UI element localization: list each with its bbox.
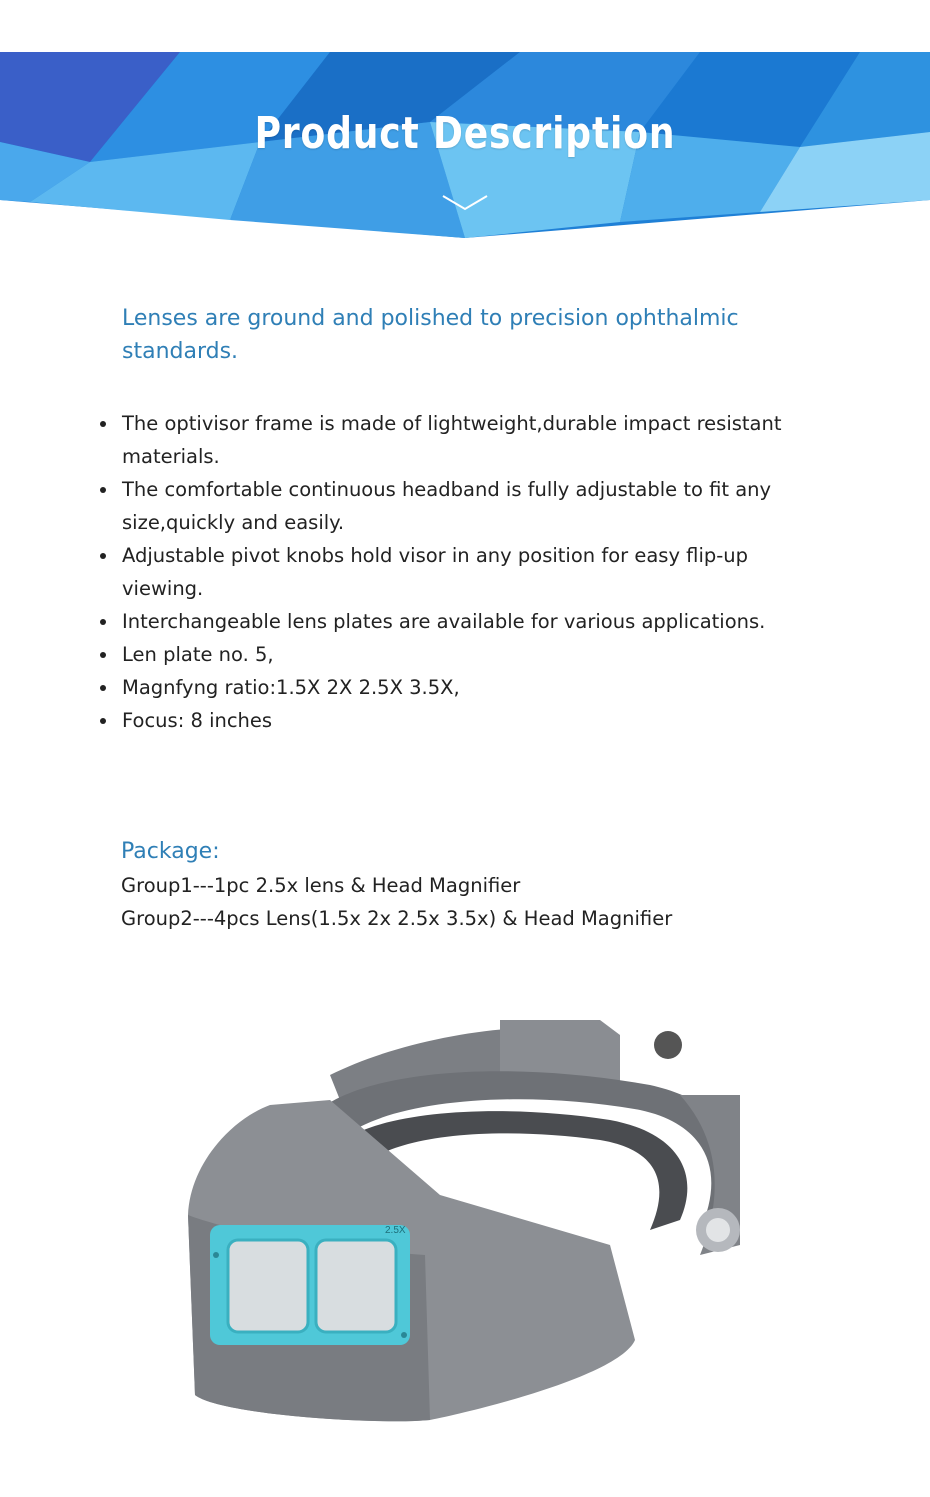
bullet-icon: [100, 652, 106, 658]
feature-text: The optivisor frame is made of lightweight,durable impact resistant materials.: [122, 412, 782, 468]
list-item: [100, 704, 820, 737]
feature-text: Magnfyng ratio:1.5X 2X 2.5X 3.5X,: [122, 676, 460, 699]
list-item: [100, 638, 820, 671]
package-group2: Group2---4pcs Lens(1.5x 2x 2.5x 3.5x) & Head Magnifier: [121, 907, 673, 930]
feature-text: Interchangeable lens plates are available for various applications.: [122, 610, 766, 633]
bullet-icon: [100, 718, 106, 724]
bullet-icon: [100, 553, 106, 559]
page-title: Product Description: [254, 108, 676, 159]
list-item: [100, 539, 820, 605]
list-item: [100, 407, 820, 473]
chevron-down-icon: [441, 193, 489, 213]
feature-text: Adjustable pivot knobs hold visor in any position for easy flip-up viewing.: [122, 544, 749, 600]
head-magnifier-image: [180, 1015, 760, 1425]
package-title: Package:: [121, 839, 220, 864]
package-group1: Group1---1pc 2.5x lens & Head Magnifier: [121, 874, 521, 897]
list-item: [100, 671, 820, 704]
bullet-icon: [100, 619, 106, 625]
feature-list: [100, 407, 820, 737]
list-item: [100, 605, 820, 638]
bullet-icon: [100, 421, 106, 427]
bullet-icon: [100, 685, 106, 691]
bullet-icon: [100, 487, 106, 493]
feature-text: Len plate no. 5,: [122, 643, 274, 666]
lens-label: 2.5X: [385, 1225, 406, 1236]
feature-text: Focus: 8 inches: [122, 709, 273, 732]
list-item: [100, 473, 820, 539]
headline-text: Lenses are ground and polished to precision ophthalmic standards.: [122, 306, 739, 364]
feature-text: The comfortable continuous headband is fully adjustable to fit any size,quickly and easily.: [122, 478, 772, 534]
